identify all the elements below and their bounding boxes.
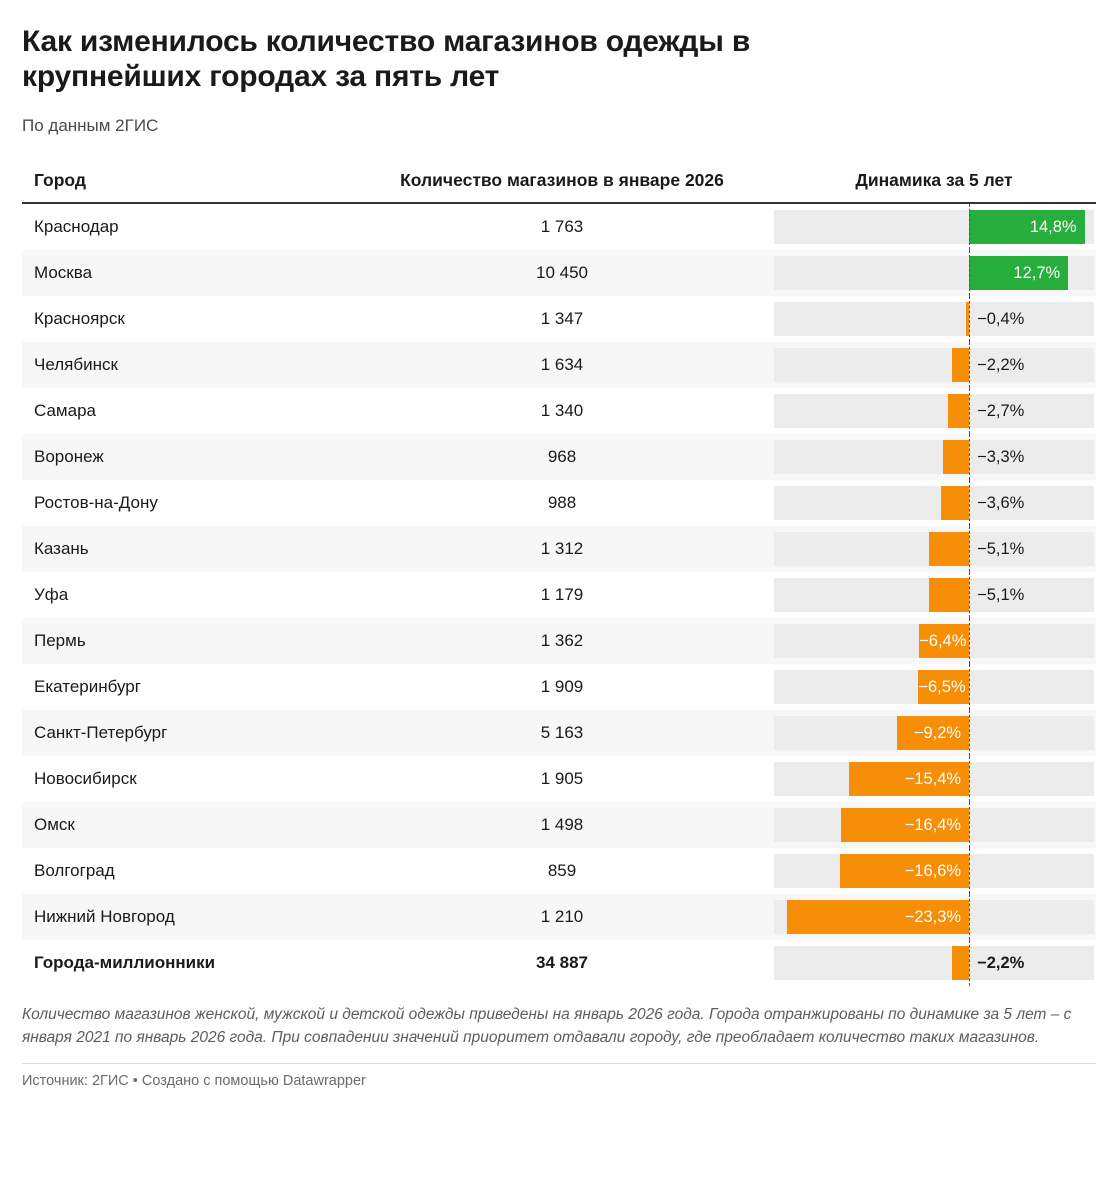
cell-city: Омск — [22, 802, 352, 848]
bar-value-label: −23,3% — [904, 908, 962, 927]
table-row — [22, 388, 1096, 434]
bar-track — [774, 440, 1094, 474]
cell-count: 1 340 — [540, 401, 584, 421]
data-table — [22, 170, 1096, 986]
cell-count: 1 909 — [540, 677, 584, 697]
zero-axis-line — [969, 618, 971, 664]
bar-value-label: −15,4% — [904, 770, 962, 789]
bar-value-label: −2,2% — [977, 356, 1025, 375]
cell-count: 34 887 — [536, 953, 588, 973]
table-row — [22, 664, 1096, 710]
zero-axis-line — [969, 894, 971, 940]
cell-count: 1 634 — [352, 342, 772, 388]
cell-city: Краснодар — [34, 217, 119, 237]
cell-count: 1 362 — [352, 618, 772, 664]
table-header — [22, 170, 1096, 203]
bar-segment — [929, 578, 969, 612]
table-row — [22, 894, 1096, 940]
bar-value-label: −6,5% — [918, 678, 966, 697]
table-row — [22, 618, 1096, 664]
bar-track — [774, 302, 1094, 336]
cell-count: 1 312 — [352, 526, 772, 572]
cell-count: 1 763 — [540, 217, 584, 237]
bar-track — [774, 762, 1094, 796]
cell-dynamic-bar — [772, 894, 1096, 940]
bar-value-label: 14,8% — [1029, 218, 1077, 237]
bar-value-label: −2,7% — [977, 402, 1025, 421]
cell-count: 1 210 — [352, 894, 772, 940]
footnote: Количество магазинов женской, мужской и детской одежды приведены на январь 2026 года. Города отранжированы по динамике за 5 лет – с января 2021 по январь 2026 года. При совпадении значений приоритет отдавали городу, где преобладает количество таких магазинов. — [22, 1006, 1072, 1046]
cell-city: Новосибирск — [34, 769, 137, 789]
bar-value-label: −0,4% — [977, 310, 1025, 329]
bar-track — [774, 900, 1094, 934]
bar-track — [774, 946, 1094, 980]
zero-axis-line — [969, 664, 971, 710]
bar-segment — [943, 440, 969, 474]
cell-count: 5 163 — [352, 710, 772, 756]
cell-dynamic-bar — [772, 940, 1096, 986]
cell-city: Воронеж — [22, 434, 352, 480]
table-row — [22, 848, 1096, 894]
bar-track — [774, 854, 1094, 888]
cell-dynamic-bar — [772, 480, 1096, 526]
bar-segment — [948, 394, 969, 428]
bar-value-label: −16,4% — [904, 816, 962, 835]
table-row — [22, 710, 1096, 756]
cell-count: 859 — [547, 861, 577, 881]
bar-value-label: −3,3% — [977, 448, 1025, 467]
zero-axis-line — [969, 802, 971, 848]
cell-city: Города-миллионники — [34, 953, 216, 973]
table-row — [22, 296, 1096, 342]
table-row — [22, 480, 1096, 526]
cell-count: 1 179 — [540, 585, 584, 605]
bar-track — [774, 532, 1094, 566]
cell-city: Санкт-Петербург — [22, 710, 352, 756]
cell-dynamic-bar — [772, 434, 1096, 480]
column-header-city: Город — [34, 170, 86, 191]
cell-city: Уфа — [34, 585, 69, 605]
column-header-count: Количество магазинов в январе 2026 — [400, 170, 724, 191]
cell-city: Пермь — [22, 618, 352, 664]
zero-axis-line — [969, 848, 971, 894]
bar-segment — [941, 486, 969, 520]
page-title: Как изменилось количество магазинов одежды в крупнейших городах за пять лет — [22, 25, 751, 94]
cell-city: Ростов-на-Дону — [34, 493, 158, 513]
cell-count: 1 347 — [540, 309, 584, 329]
table-row — [22, 572, 1096, 618]
bar-value-label: −3,6% — [977, 494, 1025, 513]
bar-track — [774, 808, 1094, 842]
cell-city: Нижний Новгород — [22, 894, 352, 940]
bar-track — [774, 578, 1094, 612]
cell-dynamic-bar — [772, 802, 1096, 848]
table-row — [22, 342, 1096, 388]
cell-dynamic-bar — [772, 526, 1096, 572]
zero-axis-line — [969, 756, 971, 802]
source-note: Источник: 2ГИС • Создано с помощью Datawrapper — [22, 1063, 1096, 1089]
cell-city: Челябинск — [22, 342, 352, 388]
cell-count: 1 498 — [352, 802, 772, 848]
table-row — [22, 434, 1096, 480]
table-row — [22, 526, 1096, 572]
bar-segment — [952, 348, 969, 382]
bar-track — [774, 256, 1094, 290]
bar-track — [774, 210, 1094, 244]
page-subtitle: По данным 2ГИС — [22, 116, 159, 136]
cell-city: Самара — [34, 401, 96, 421]
cell-dynamic-bar — [772, 342, 1096, 388]
table-row — [22, 756, 1096, 802]
cell-dynamic-bar — [772, 710, 1096, 756]
bar-track — [774, 348, 1094, 382]
bar-segment — [952, 946, 969, 980]
cell-count: 10 450 — [352, 250, 772, 296]
cell-city: Казань — [22, 526, 352, 572]
cell-count: 1 905 — [540, 769, 584, 789]
bar-value-label: −5,1% — [977, 586, 1025, 605]
bar-value-label: −5,1% — [977, 540, 1025, 559]
cell-count: 968 — [352, 434, 772, 480]
cell-dynamic-bar — [772, 756, 1096, 802]
cell-dynamic-bar — [772, 618, 1096, 664]
cell-dynamic-bar — [772, 250, 1096, 296]
cell-dynamic-bar — [772, 203, 1096, 250]
table-row — [22, 250, 1096, 296]
cell-count: 988 — [547, 493, 577, 513]
cell-dynamic-bar — [772, 848, 1096, 894]
cell-city: Москва — [22, 250, 352, 296]
table-row — [22, 940, 1096, 986]
cell-city: Волгоград — [34, 861, 115, 881]
cell-dynamic-bar — [772, 388, 1096, 434]
cell-city: Екатеринбург — [34, 677, 141, 697]
bar-track — [774, 670, 1094, 704]
bar-track — [774, 486, 1094, 520]
bar-value-label: 12,7% — [1013, 264, 1061, 283]
zero-axis-line — [969, 710, 971, 756]
bar-value-label: −6,4% — [919, 632, 967, 651]
bar-value-label: −9,2% — [913, 724, 962, 743]
bar-segment — [929, 532, 969, 566]
cell-dynamic-bar — [772, 572, 1096, 618]
bar-value-label: −2,2% — [977, 954, 1025, 973]
cell-dynamic-bar — [772, 296, 1096, 342]
bar-track — [774, 716, 1094, 750]
cell-city: Красноярск — [34, 309, 125, 329]
table-row — [22, 203, 1096, 250]
table-body — [22, 203, 1096, 986]
bar-track — [774, 394, 1094, 428]
bar-track — [774, 624, 1094, 658]
bar-value-label: −16,6% — [904, 862, 962, 881]
column-header-dynamic: Динамика за 5 лет — [855, 170, 1013, 191]
cell-dynamic-bar — [772, 664, 1096, 710]
table-row — [22, 802, 1096, 848]
